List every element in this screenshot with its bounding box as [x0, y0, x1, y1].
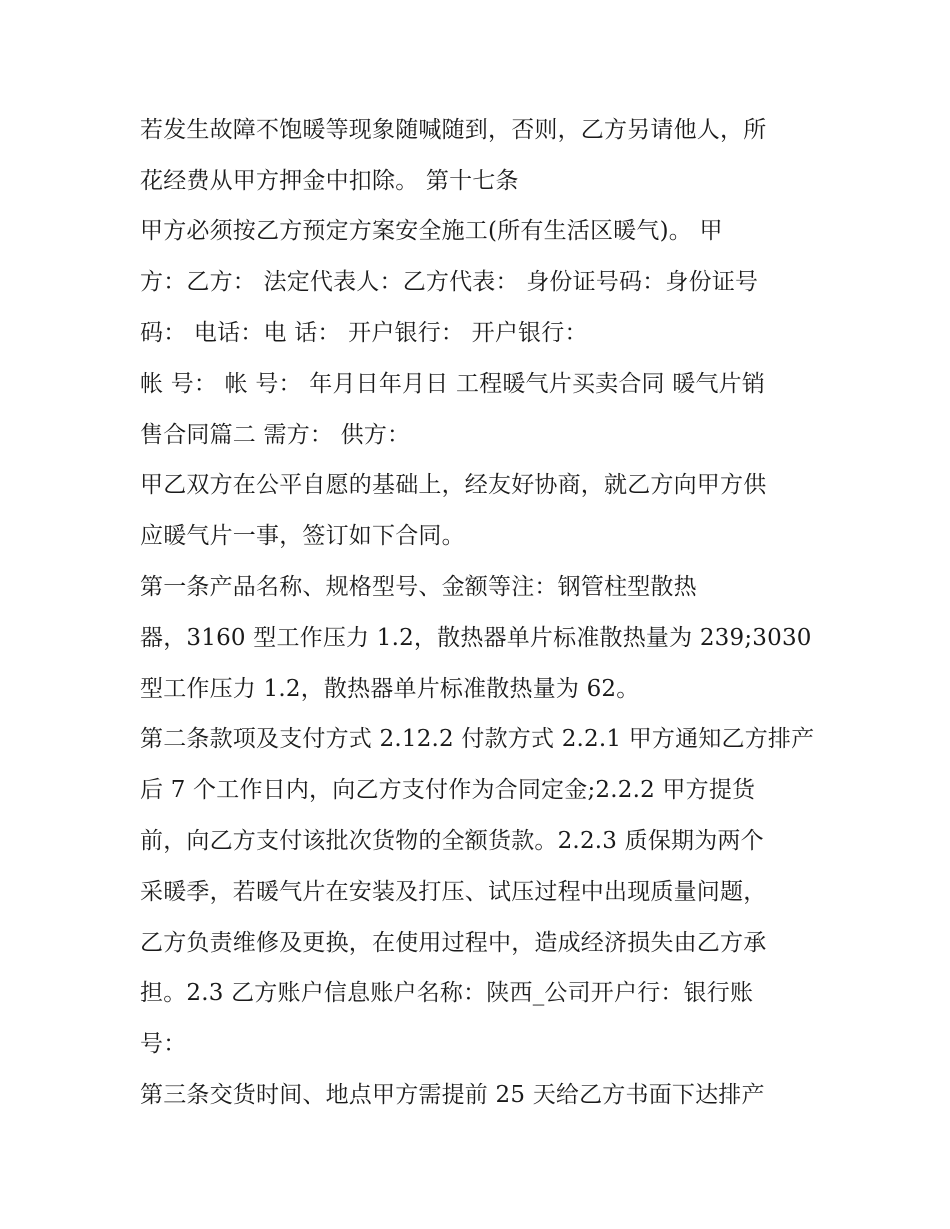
text-line: 码： 电话：电 话： 开户银行： 开户银行： — [140, 320, 588, 346]
text-line: 花经费从甲方押金中扣除。 第十七条 — [140, 168, 519, 194]
text-line: 应暖气片一事，签订如下合同。 — [140, 523, 465, 549]
text-line: 型工作压力 1.2，散热器单片标准散热量为 62。 — [140, 676, 640, 702]
text-line: 若发生故障不饱暖等现象随喊随到，否则，乙方另请他人，所 — [140, 117, 767, 143]
text-line: 方：乙方： 法定代表人：乙方代表： 身份证号码：身份证号 — [140, 269, 759, 295]
text-line: 前，向乙方支付该批次货物的全额货款。2.2.3 质保期为两个 — [140, 828, 764, 854]
text-line: 担。2.3 乙方账户信息账户名称：陕西_公司开户行：银行账 — [140, 980, 754, 1006]
text-line: 帐 号： 帐 号： 年月日年月日 工程暖气片买卖合同 暖气片销 — [140, 371, 766, 397]
text-line: 第二条款项及支付方式 2.12.2 付款方式 2.2.1 甲方通知乙方排产 — [140, 726, 815, 752]
text-line: 甲方必须按乙方预定方案安全施工(所有生活区暖气)。 甲 — [140, 218, 723, 244]
text-line: 后 7 个工作日内，向乙方支付作为合同定金;2.2.2 甲方提货 — [140, 777, 756, 803]
text-line: 器，3160 型工作压力 1.2，散热器单片标准散热量为 239;3030 — [140, 625, 812, 651]
text-line: 售合同篇二 需方： 供方： — [140, 422, 411, 448]
text-line: 采暖季，若暖气片在安装及打压、试压过程中出现质量问题， — [140, 879, 767, 905]
text-line: 乙方负责维修及更换，在使用过程中，造成经济损失由乙方承 — [140, 930, 767, 956]
text-line: 第三条交货时间、地点甲方需提前 25 天给乙方书面下达排产 — [140, 1082, 765, 1108]
text-line: 甲乙双方在公平自愿的基础上，经友好协商，就乙方向甲方供 — [140, 472, 767, 498]
text-line: 号： — [140, 1031, 187, 1057]
text-line: 第一条产品名称、规格型号、金额等注：钢管柱型散热 — [140, 574, 697, 600]
